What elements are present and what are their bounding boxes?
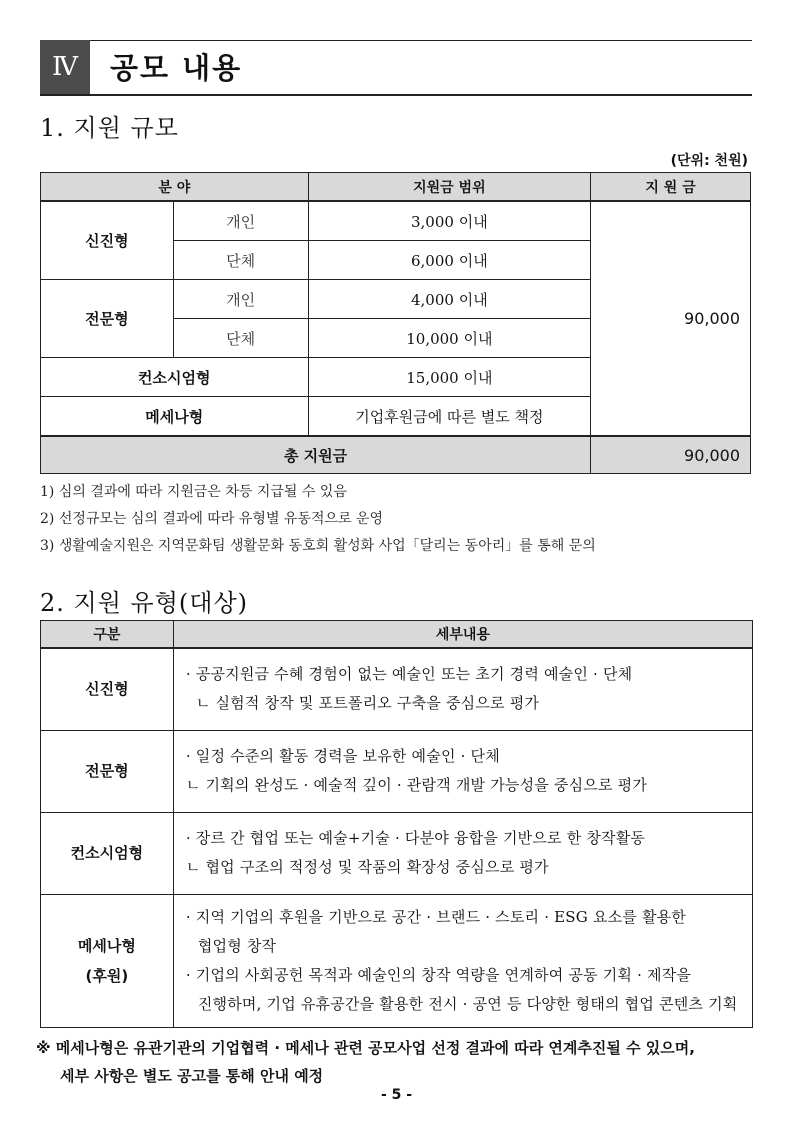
table-row <box>41 201 751 241</box>
type-label: 메세나형 <box>77 936 136 955</box>
chapter-title: 공모 내용 <box>110 51 243 85</box>
range-cell: 10,000 이내 <box>308 319 591 358</box>
detail-line: · 장르 간 협업 또는 예술+기술 · 다분야 융합을 기반으로 한 창작활동 <box>185 829 646 847</box>
table-row <box>41 812 753 894</box>
support-amount-cell: 90,000 <box>591 201 751 436</box>
table-row <box>41 894 753 1027</box>
notes-list <box>40 479 596 560</box>
table-header-row <box>41 621 753 649</box>
category-cell: 메세나형 <box>41 397 309 437</box>
detail-line: ㄴ 기획의 완성도 · 예술적 깊이 · 관람객 개발 가능성을 중심으로 평가 <box>185 776 648 794</box>
note-item: 1) 심의 결과에 따라 지원금은 차등 지급될 수 있음 <box>40 484 347 500</box>
detail-line: ㄴ 협업 구조의 적정성 및 작품의 확장성 중심으로 평가 <box>185 858 549 876</box>
category-cell: 신진형 <box>41 201 174 280</box>
detail-line: · 일정 수준의 활동 경력을 보유한 예술인 · 단체 <box>185 747 500 765</box>
range-cell: 15,000 이내 <box>308 358 591 397</box>
header-top-rule <box>40 40 752 41</box>
sub-cell: 단체 <box>173 319 308 358</box>
section1-heading: 1. 지원 규모 <box>40 114 179 142</box>
detail-line: · 지역 기업의 후원을 기반으로 공간 · 브랜드 · 스토리 · ESG 요소를 활용한 <box>185 907 687 926</box>
support-scale-table <box>40 172 751 474</box>
detail-cell <box>173 730 752 812</box>
note-item: 3) 생활예술지원은 지역문화팀 생활문화 동호회 활성화 사업「달리는 동아리」를 통해 문의 <box>40 538 596 554</box>
category-cell: 전문형 <box>41 280 174 358</box>
detail-line: · 기업의 사회공헌 목적과 예술인의 창작 역량을 연계하여 공동 기획 · 제작을 <box>185 965 692 984</box>
page-number: - 5 - <box>380 1087 413 1103</box>
total-row <box>41 436 751 474</box>
range-cell: 6,000 이내 <box>308 241 591 280</box>
detail-line: 진행하며, 기업 유휴공간을 활용한 전시 · 공연 등 다양한 형태의 협업 콘텐츠 기획 <box>197 994 738 1013</box>
type-label-sub: (후원) <box>85 966 129 985</box>
detail-line: ㄴ 실험적 창작 및 포트폴리오 구축을 중심으로 평가 <box>195 694 540 713</box>
detail-cell <box>173 894 752 1027</box>
support-type-table <box>40 620 753 1028</box>
category-cell: 컨소시엄형 <box>41 358 309 397</box>
type-cell: 전문형 <box>41 730 174 812</box>
chapter-number-box: Ⅳ <box>40 40 90 94</box>
footnote-line: ※ 메세나형은 유관기관의 기업협력 · 메세나 관련 공모사업 선정 결과에 따라 연계추진될 수 있으며, <box>36 1039 695 1057</box>
header-field: 분 야 <box>41 173 309 202</box>
type-cell: 신진형 <box>41 648 174 730</box>
header-type: 구분 <box>41 621 174 649</box>
type-cell <box>41 894 174 1027</box>
total-value: 90,000 <box>591 436 751 474</box>
table-row <box>41 648 753 730</box>
table-row <box>41 730 753 812</box>
footnote-line: 세부 사항은 별도 공고를 통해 안내 예정 <box>60 1067 324 1085</box>
sub-cell: 단체 <box>173 241 308 280</box>
header-detail: 세부내용 <box>173 621 752 649</box>
range-cell: 4,000 이내 <box>308 280 591 319</box>
table-header-row <box>41 173 751 202</box>
type-cell: 컨소시엄형 <box>41 812 174 894</box>
header-range: 지원금 범위 <box>308 173 591 202</box>
range-cell: 3,000 이내 <box>308 201 591 241</box>
unit-label: (단위: 천원) <box>670 153 748 169</box>
detail-cell <box>173 648 752 730</box>
footnote <box>36 1034 756 1090</box>
detail-line: 협업형 창작 <box>197 936 277 955</box>
section2-heading: 2. 지원 유형(대상) <box>40 589 248 617</box>
sub-cell: 개인 <box>173 201 308 241</box>
header-amount: 지 원 금 <box>591 173 751 202</box>
detail-cell <box>173 812 752 894</box>
range-cell: 기업후원금에 따른 별도 책정 <box>308 397 591 437</box>
header-bottom-rule <box>40 94 752 96</box>
total-label: 총 지원금 <box>41 436 591 474</box>
detail-line: · 공공지원금 수혜 경험이 없는 예술인 또는 초기 경력 예술인 · 단체 <box>185 665 633 684</box>
sub-cell: 개인 <box>173 280 308 319</box>
note-item: 2) 선정규모는 심의 결과에 따라 유형별 유동적으로 운영 <box>40 511 384 527</box>
